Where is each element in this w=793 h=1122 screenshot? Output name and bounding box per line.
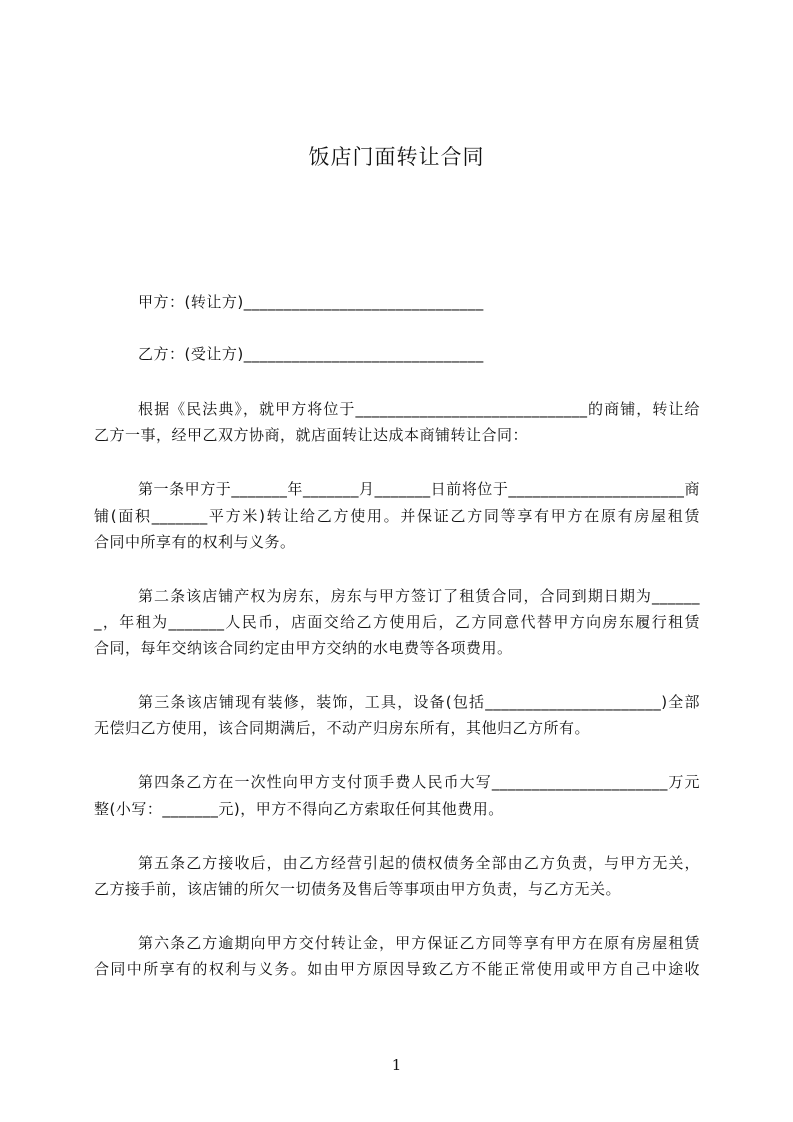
article-2-line-3: 合同，每年交纳该合同约定由甲方交纳的水电费等各项费用。	[94, 639, 513, 657]
article-4-line-2: 整(小写：_______元)，甲方不得向乙方索取任何其他费用。	[94, 800, 504, 818]
article-4-line-1: 第四条乙方在一次性向甲方支付顶手费人民币大写______________________万元	[138, 773, 700, 791]
article-6-line-1: 第六条乙方逾期向甲方交付转让金，甲方保证乙方同等享有甲方在原有房屋租赁	[138, 934, 700, 952]
article-6-line-2: 合同中所享有的权利与义务。如由甲方原因导致乙方不能正常使用或甲方自己中途收	[94, 960, 700, 978]
party-b-line: 乙方：(受让方)______________________________	[138, 345, 484, 363]
intro-line-2: 乙方一事，经甲乙双方协商，就店面转让达成本商铺转让合同：	[94, 426, 529, 444]
article-1-line-1: 第一条甲方于_______年_______月_______日前将位于______________________商	[138, 480, 700, 498]
article-3-line-2: 无偿归乙方使用，该合同期满后，不动产归房东所有，其他归乙方所有。	[94, 719, 591, 737]
article-3-line-1: 第三条该店铺现有装修，装饰，工具，设备(包括______________________)全部	[138, 693, 700, 711]
document-title: 饭店门面转让合同	[308, 145, 485, 169]
article-1-line-3: 合同中所享有的权利与义务。	[94, 533, 296, 551]
intro-line-1: 根据《民法典》，就甲方将位于_____________________________的商铺，转让给	[138, 400, 700, 418]
article-5-line-1: 第五条乙方接收后，由乙方经营引起的债权债务全部由乙方负责，与甲方无关，	[138, 854, 700, 872]
article-5-line-2: 乙方接手前，该店铺的所欠一切债务及售后等事项由甲方负责，与乙方无关。	[94, 880, 622, 898]
article-1-line-2: 铺(面积_______平方米)转让给乙方使用。并保证乙方同等享有甲方在原有房屋租赁	[94, 507, 700, 525]
party-a-line: 甲方：(转让方)______________________________	[138, 293, 484, 311]
article-2-line-2: _，年租为_______人民币，店面交给乙方使用后，乙方同意代替甲方向房东履行租赁	[94, 613, 700, 631]
article-2-line-1: 第二条该店铺产权为房东，房东与甲方签订了租赁合同，合同到期日期为______	[138, 587, 700, 605]
page-number: 1	[391, 1056, 402, 1074]
